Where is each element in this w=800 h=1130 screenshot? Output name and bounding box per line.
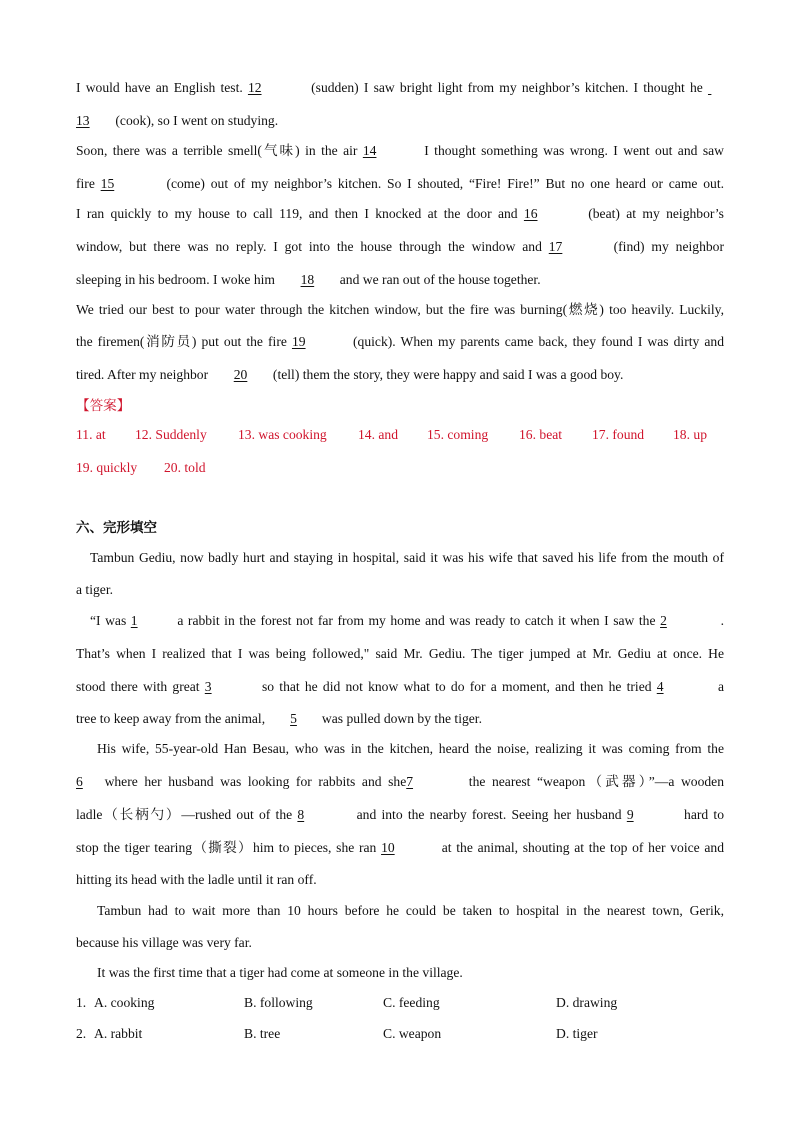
blank-1: 1	[130, 613, 138, 628]
passage1-line-7: sleeping in his bedroom. I woke him 18 and we ran out of the house together.	[76, 272, 541, 287]
answer-item: 20. told	[164, 460, 206, 475]
blank-12: 12	[247, 80, 262, 95]
passage1-line-3: Soon, there was a terrible smell(气味) in the air 14 I thought something was wrong. I went out and saw	[76, 143, 724, 158]
blank-3: 3	[204, 679, 212, 694]
passage2-line-8: 6 where her husband was looking for rabbits and she7 the nearest “weapon（武器）”—a wooden	[76, 774, 725, 789]
option-b[interactable]: B. following	[244, 995, 313, 1010]
blank-10: 10	[381, 840, 395, 855]
passage2-line-3: “I was 1 a rabbit in the forest not far from my home and was ready to catch it when I saw the 2 .	[90, 613, 725, 628]
passage1-line-5: I ran quickly to my house to call 119, and then I knocked at the door and 16 (beat) at my neighbor’s	[76, 206, 724, 221]
option-b[interactable]: B. tree	[244, 1026, 281, 1041]
answer-item: 11. at	[76, 427, 106, 442]
blank-6: 6	[76, 774, 83, 789]
question-number: 1.	[76, 995, 87, 1010]
answer-item: 16. beat	[519, 427, 563, 442]
option-a[interactable]: A. rabbit	[94, 1026, 143, 1041]
passage2-line-13: because his village was very far.	[76, 935, 252, 950]
passage1-line-6: window, but there was no reply. I got into the house through the window and 17 (find) my neighbor	[76, 239, 724, 254]
answer-item: 14. and	[358, 427, 399, 442]
passage1-line-4: fire 15 (come) out of my neighbor’s kitchen. So I shouted, “Fire! Fire!” But no one heard or came out.	[76, 176, 724, 191]
blank-17: 17	[548, 239, 563, 254]
option-c[interactable]: C. feeding	[383, 995, 440, 1010]
answer-item: 18. up	[673, 427, 707, 442]
answer-label: 【答案】	[76, 398, 131, 413]
blank-9: 9	[626, 807, 634, 822]
passage1-line-2: 13 (cook), so I went on studying.	[76, 113, 279, 128]
blank-13: 13	[76, 113, 90, 128]
passage2-line-2: a tiger.	[76, 582, 113, 597]
passage2-line-11: hitting its head with the ladle until it ran off.	[76, 872, 317, 887]
option-d[interactable]: D. drawing	[556, 995, 618, 1010]
passage2-line-9: ladle（长柄勺）—rushed out of the 8 and into the nearby forest. Seeing her husband 9 hard to	[76, 807, 724, 822]
blank-8: 8	[297, 807, 305, 822]
question-1	[76, 994, 724, 1012]
passage2-line-5: stood there with great 3 so that he did not know what to do for a moment, and then he tried 4 a	[76, 679, 724, 694]
option-c[interactable]: C. weapon	[383, 1026, 442, 1041]
passage2-line-4: That’s when I realized that I was being followed," said Mr. Gediu. The tiger jumped at Mr. Gediu at once. He	[76, 646, 724, 661]
blank-19: 19	[291, 334, 306, 349]
question-2	[76, 1025, 724, 1043]
answer-item: 12. Suddenly	[135, 427, 207, 442]
passage2-line-12: Tambun had to wait more than 10 hours before he could be taken to hospital in the nearest town, Gerik,	[97, 903, 724, 918]
blank-13-start	[708, 79, 724, 97]
answer-row-2	[76, 459, 724, 477]
option-a[interactable]: A. cooking	[94, 995, 155, 1010]
blank-14: 14	[362, 143, 377, 158]
blank-18: 18	[300, 272, 315, 287]
answer-row-1	[76, 426, 724, 444]
answer-item: 17. found	[592, 427, 645, 442]
passage2-line-1: Tambun Gediu, now badly hurt and staying in hospital, said it was his wife that saved his life from the mouth of	[90, 550, 724, 565]
passage1-line-1: I would have an English test. 12 (sudden) I saw bright light from my neighbor’s kitchen. I thought he	[76, 79, 724, 97]
passage2-line-6: tree to keep away from the animal, 5 was pulled down by the tiger.	[76, 711, 482, 726]
blank-4: 4	[656, 679, 664, 694]
answer-item: 19. quickly	[76, 460, 138, 475]
question-number: 2.	[76, 1026, 87, 1041]
blank-5: 5	[290, 711, 297, 726]
section-title: 六、完形填空	[76, 520, 157, 536]
answer-item: 13. was cooking	[238, 427, 327, 442]
blank-16: 16	[523, 206, 538, 221]
blank-2: 2	[660, 613, 667, 628]
passage1-line-10: tired. After my neighbor 20 (tell) them the story, they were happy and said I was a good boy.	[76, 367, 624, 382]
passage2-line-7: His wife, 55-year-old Han Besau, who was in the kitchen, heard the noise, realizing it was coming from the	[97, 741, 724, 756]
option-d[interactable]: D. tiger	[556, 1026, 598, 1041]
passage2-line-10: stop the tiger tearing（撕裂）him to pieces, she ran 10 at the animal, shouting at the top of her voice and	[76, 840, 725, 855]
passage1-line-9: the firemen(消防员) put out the fire 19 (quick). When my parents came back, they found I was dirty and	[76, 334, 724, 349]
answer-item: 15. coming	[427, 427, 489, 442]
blank-7: 7	[406, 774, 414, 789]
blank-20: 20	[233, 367, 248, 382]
blank-15: 15	[100, 176, 115, 191]
passage1-line-8: We tried our best to pour water through the kitchen window, but the fire was burning(燃烧) too heavily. Luckily,	[76, 302, 724, 317]
passage2-line-14: It was the first time that a tiger had come at someone in the village.	[97, 965, 463, 980]
